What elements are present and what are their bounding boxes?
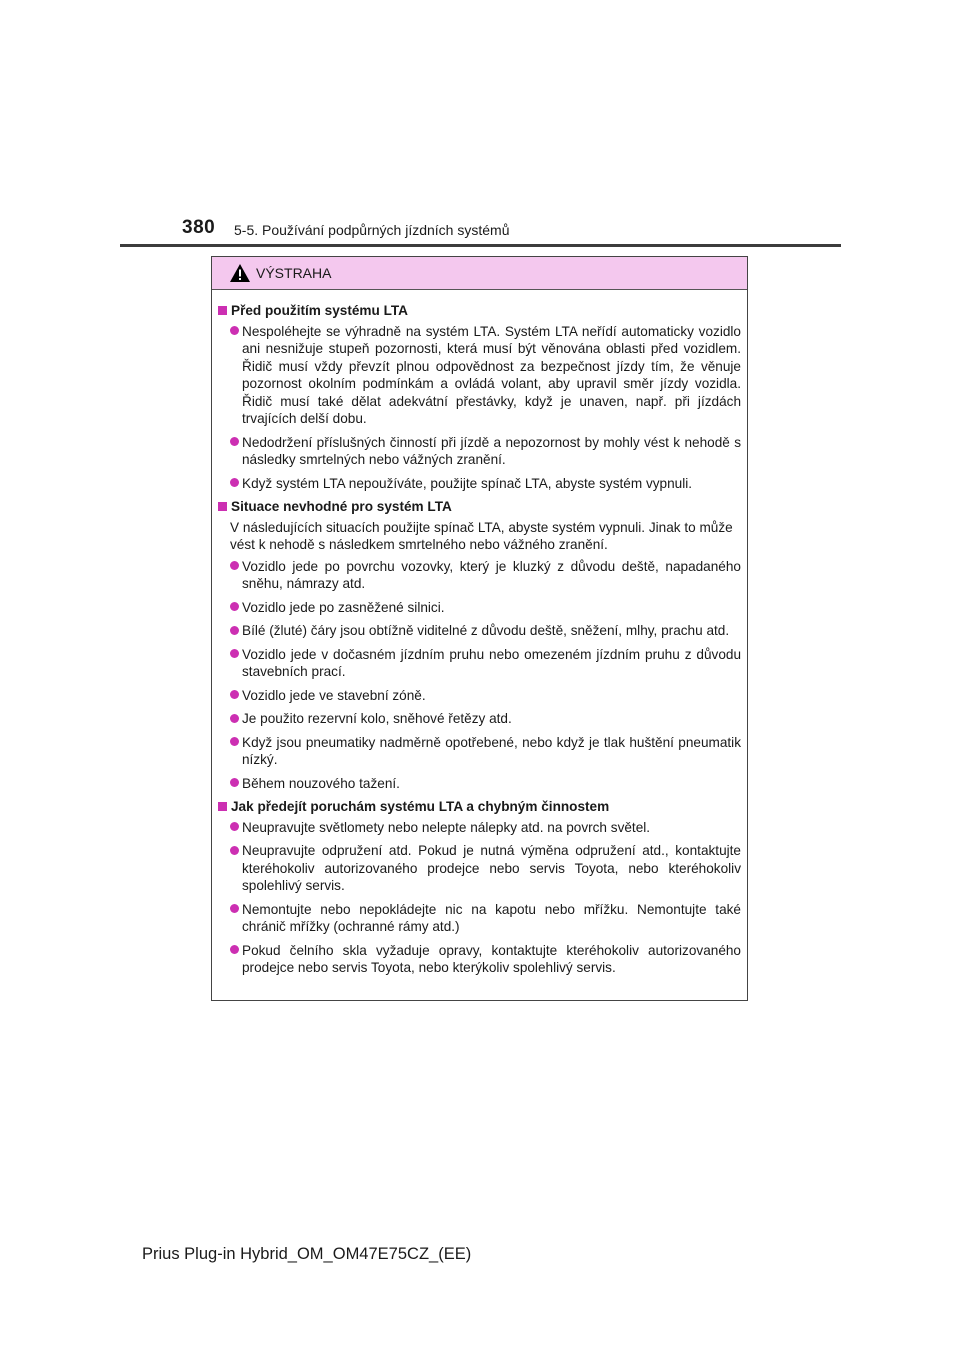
list-item [218, 775, 741, 793]
dot-bullet-icon [230, 602, 239, 611]
list-item [218, 734, 741, 769]
list-item-text: Je použito rezervní kolo, sněhové řetězy atd. [242, 711, 512, 726]
list-item-text: Neupravujte odpružení atd. Pokud je nutná výměna odpružení atd., kontaktujte kteréhokoliv autorizovaného prodejce nebo servis Toyota, nebo kteréhokoliv spolehlivý servis. [242, 843, 741, 893]
dot-bullet-icon [230, 326, 239, 335]
list-item [218, 434, 741, 469]
dot-bullet-icon [230, 437, 239, 446]
square-bullet-icon [218, 502, 227, 511]
warning-triangle-icon [229, 263, 251, 283]
section-heading [218, 498, 741, 516]
list-item [218, 599, 741, 617]
dot-bullet-icon [230, 737, 239, 746]
list-item [218, 646, 741, 681]
list-item [218, 323, 741, 428]
dot-bullet-icon [230, 478, 239, 487]
dot-bullet-icon [230, 714, 239, 723]
square-bullet-icon [218, 802, 227, 811]
list-item-text: Když systém LTA nepoužíváte, použijte spínač LTA, abyste systém vypnuli. [242, 475, 693, 491]
footer-document-id: Prius Plug-in Hybrid_OM_OM47E75CZ_(EE) [142, 1245, 472, 1263]
section-intro: V následujících situacích použijte spínač LTA, abyste systém vypnuli. Jinak to může vést k nehodě s následkem smrtelného nebo vážného zranění. [230, 519, 733, 552]
section-heading [218, 302, 741, 320]
list-item [218, 842, 741, 895]
list-item [218, 942, 741, 977]
list-item [218, 819, 741, 837]
list-item [218, 558, 741, 593]
list-item [218, 687, 741, 705]
section-heading-text: Před použitím systému LTA [231, 303, 408, 318]
list-item [218, 622, 741, 640]
warning-title: VÝSTRAHA [256, 265, 332, 281]
section-heading-text: Situace nevhodné pro systém LTA [231, 499, 452, 514]
dot-bullet-icon [230, 904, 239, 913]
list-item-text: Nemontujte nebo nepokládejte nic na kapotu nebo mřížku. Nemontujte také chránič mřížky (ochranné rámy atd.) [242, 901, 741, 934]
list-item-text: Neupravujte světlomety nebo nelepte nálepky atd. na povrch světel. [242, 819, 651, 835]
list-item-text: Během nouzového tažení. [242, 775, 400, 791]
list-item-text: Když jsou pneumatiky nadměrně opotřebené, nebo když je tlak huštění pneumatik nízký. [242, 734, 741, 767]
dot-bullet-icon [230, 846, 239, 855]
dot-bullet-icon [230, 945, 239, 954]
dot-bullet-icon [230, 690, 239, 699]
page-number: 380 [182, 217, 216, 238]
list-item-text: Nedodržení příslušných činností při jízdě a nepozornost by mohly vést k nehodě s následky smrtelných nebo vážných zranění. [242, 434, 741, 467]
list-item-text: Pokud čelního skla vyžaduje opravy, kontaktujte kteréhokoliv autorizovaného prodejce nebo servis Toyota, nebo kterýkoliv spolehlivý servis. [242, 942, 741, 975]
list-item [218, 710, 741, 728]
list-item-text: Vozidlo jede po povrchu vozovky, který je kluzký z důvodu deště, napadaného sněhu, námrazy atd. [242, 558, 741, 591]
list-item-text: Vozidlo jede v dočasném jízdním pruhu nebo omezeném jízdním pruhu z důvodu stavebních prací. [242, 646, 741, 679]
dot-bullet-icon [230, 561, 239, 570]
dot-bullet-icon [230, 822, 239, 831]
list-item-text: Nespoléhejte se výhradně na systém LTA. Systém LTA neřídí automaticky vozidlo ani nesnižuje stupeň pozornosti, která musí být věnována oblasti před vozidlem. Řidič musí vždy převzít plnou odpovědnost za bezpečnost jízdy tím, že věnuje pozornost okolním podmínkám a ovládá volant, aby upravil směr jízdy vozidla. Řidič musí také dělat adekvátní přestávky, když je unaven, např. při jízdách trvajících delší dobu. [242, 323, 741, 426]
section-heading [218, 798, 741, 816]
section-title: 5-5. Používání podpůrných jízdních systémů [234, 222, 510, 238]
list-item [218, 901, 741, 936]
dot-bullet-icon [230, 649, 239, 658]
warning-box [211, 256, 748, 1001]
list-item-text: Vozidlo jede ve stavební zóně. [242, 687, 426, 703]
list-item-text: Bílé (žluté) čáry jsou obtížně viditelné z důvodu deště, sněžení, mlhy, prachu atd. [242, 623, 730, 638]
header-divider [120, 244, 841, 247]
section-heading-text: Jak předejít poruchám systému LTA a chybným činnostem [231, 799, 610, 814]
warning-body [212, 290, 747, 977]
list-item-text: Vozidlo jede po zasněžené silnici. [242, 599, 445, 615]
dot-bullet-icon [230, 778, 239, 787]
dot-bullet-icon [230, 626, 239, 635]
warning-header [212, 257, 747, 290]
square-bullet-icon [218, 306, 227, 315]
list-item [218, 475, 741, 493]
